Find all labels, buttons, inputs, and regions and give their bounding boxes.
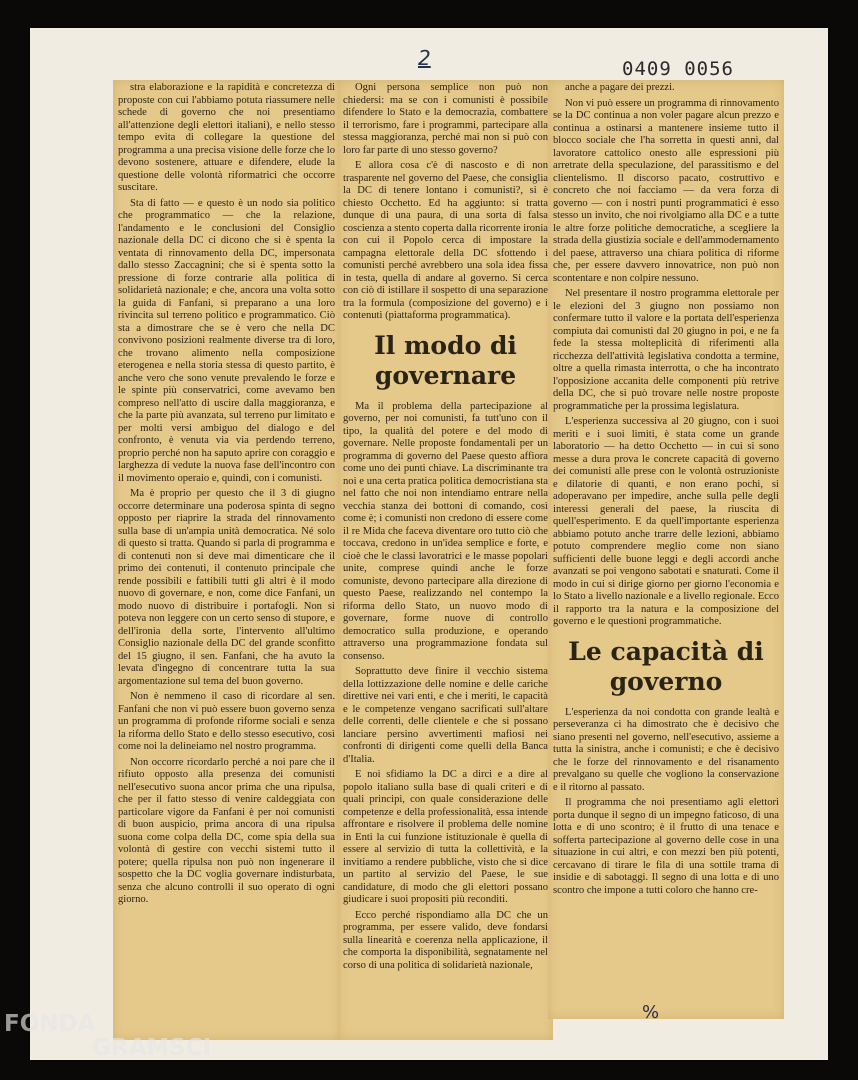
watermark-logo	[4, 1012, 211, 1060]
paragraph: Soprattutto deve finire il vecchio sistema della lottizzazione delle nomine e delle cariche direttive nei vari enti, e che i meriti, le capacità e le competenze vengano sacrificati sull'altare delle correnti, delle clientele e che si possano lanciare persino avvertimenti mafiosi nei confronti di dirigenti come quelli della Banca d'Italia.	[343, 666, 548, 765]
paragraph: Ma il problema della partecipazione al governo, per noi comunisti, fa tutt'uno con il tipo, la qualità del potere e del modo di governare. Nelle proposte fondamentali per un programma di governo del Paese questo affiora come uno dei punti chiave. La discriminante tra noi e una certa pratica politica democristiana sta nel fatto che noi non intendiamo entrare nella vecchia stanza dei bottoni di comando, così come è; i comunisti non credono di essere come il re Mida che faceva diventare oro tutto ciò che toccava, credono in un'idea semplice e forte, e cioè che le classi lavoratrici e le masse popolari unite, comprese quindi anche le forze comuniste, devono partecipare alla direzione di questo Paese, realizzando nel contempo la riforma dello Stato, un nuovo modo di governare, forme nuove di controllo democratico sulla produzione, e operando attraverso una programmazione fondata sul consenso.	[343, 400, 548, 662]
paragraph: Ogni persona semplice non può non chiedersi: ma se con i comunisti è possibile difendere lo Stato e la democrazia, combattere il terrorismo, fare i programmi, partecipare alla stessa maggioranza, perché mai non si può con loro far parte di uno stesso governo?	[343, 82, 548, 156]
paragraph: Non è nemmeno il caso di ricordare al sen. Fanfani che non vi può essere buon governo senza un programma di profonde riforme sociali e senza la riforma dello Stato e dello stesso esecutivo, così come noi la delineiamo nel nostro programma.	[118, 691, 335, 752]
article-column-3	[548, 80, 784, 1019]
section-headline: Il modo di governare	[374, 330, 517, 390]
article-column-1	[113, 80, 340, 1040]
section-headline: Le capacità di governo	[568, 636, 764, 696]
watermark-line-2: GRAMSCI	[92, 1035, 212, 1061]
handwritten-page-number: 2	[418, 46, 431, 70]
handwritten-mark: %	[642, 1002, 660, 1023]
paragraph: Il programma che noi presentiamo agli elettori porta dunque il segno di un impegno faticoso, di una lotta e di uno scontro; è il frutto di una tenace e sofferta partecipazione al governo delle cose in una situazione in cui altri, e con mezzi ben più potenti, cercavano di tirare le fila di una sottile trama di insidie e di sabotaggi. Il segno di una lotta e di uno scontro che impone a tutti coloro che hanno cre-	[553, 797, 779, 896]
paragraph: Non occorre ricordarlo perché a noi pare che il rifiuto opposto alla presenza dei comunisti nell'esecutivo suona ancor prima che una ripulsa, che per il fatto stesso di venire caldeggiata con particolare vigore da Fanfani è per noi comunisti di buon auspicio, prima ancora di una ripulsa suona come colpa della DC, come spia della sua volontà di gestire con vecchi sistemi tutto il potere; quella ripulsa non può non ingenerare il sospetto che la DC voglia governare indisturbata, senza che alcuno controlli il suo operato di ogni giorno.	[118, 756, 335, 905]
paragraph: Nel presentare il nostro programma elettorale per le elezioni del 3 giugno non possiamo non confermare tutto il valore e la portata dell'esperienza compiuta dai comunisti dal 20 giugno in poi, e ne fa fede la stessa molteplicità di riferimenti alla ricchezza dell'attività legislativa condotta a termine, oltre a quella rimasta interrotta, o che ha incontrato l'opposizione accanita delle componenti più retrive della DC, che si può trovare nelle nostre proposte programmatiche per la prossima legislatura.	[553, 288, 779, 412]
paragraph: Ecco perché rispondiamo alla DC che un programma, per essere valido, deve fondarsi sulla linearità e coerenza nella applicazione, il che comporta la disponibilità, segnatamente nel corso di una politica di solidarietà nazionale,	[343, 909, 548, 971]
article-column-2	[338, 80, 553, 1040]
paragraph: E noi sfidiamo la DC a dirci e a dire al popolo italiano sulla base di quali criteri e di quali principi, con quale considerazione delle competenze e della professionalità, essa intende affrontare e risolvere il problema delle nomine in Enti la cui funzione istituzionale è quella di essere al servizio di tutta la collettività, e la invitiamo a rendere pubbliche, visto che si dice un partito al servizio del Paese, le sue candidature, di modo che gli elettori possano giudicare i suoi propositi più reconditi.	[343, 769, 548, 905]
paragraph: stra elaborazione e la rapidità e concretezza di proposte con cui l'abbiamo potuta riassumere nelle schede di governo che noi presentiamo all'attenzione degli elettori italiani), e nello stesso tempo evita di collegare la questione del programma a una precisa visione delle forze che lo devono sostenere, attuare e difendere, elude la questione delle volontà riformatrici che occorre suscitare.	[118, 82, 335, 193]
paragraph: Sta di fatto — e questo è un nodo sia politico che programmatico — che la relazione, l'andamento e le conclusioni del Consiglio nazionale della DC ci dicono che si è spenta la ventata di rinnovamento della DC, impersonata dallo stesso Zaccagnini; che si è spenta sotto la pressione di forze contrarie alla politica di solidarietà nazionale; e che, ancora una volta sotto la guida di Fanfani, si preparano a una loro rivincita sul terreno politico e programmatico. Ciò sta a dimostrare che se è vero che nella DC convivono posizioni realmente diverse tra di loro, che trovano alimento nella composizione eterogenea e nella storia stessa di questo partito, è anche vero che sono venute prevalendo le forze e le spinte più conservatrici, come avevamo ben compreso nell'atto di uscire dalla maggioranza, e che la parte più avanzata, sul terreno pur limitato e per molti versi ambiguo del dialogo e del confronto, è venuta via via perdendo terreno, proprio perché non ha saputo aprire con coraggio e larghezza di vedute la nuova fase dell'incontro con il movimento operaio e, quindi, con i comunisti.	[118, 197, 335, 484]
paragraph: L'esperienza da noi condotta con grande lealtà e perseveranza ci ha dimostrato che è decisivo che siano presenti nel governo, nell'esecutivo, assieme a tutta la sinistra, anche i comunisti; e che è decisivo che le forze del rinnovamento e del risanamento prevalgano su quelle che vogliono la conservazione e il ritorno al passato.	[553, 706, 779, 793]
paragraph: Non vi può essere un programma di rinnovamento se la DC continua a non voler pagare alcun prezzo e continua a ostinarsi a mantenere insieme tutto il blocco sociale che l'ha sorretta in questi anni, dal lavoratore cattolico onesto alle espressioni più arretrate della speculazione, del parassitismo e del clientelismo. Il discorso pacato, costruttivo e concreto che noi facciamo — da vera forza di governo — con i nostri punti programmatici è esso stesso un invito, che noi rivolgiamo alla DC e a tutte le altre forze politiche democratiche, a scegliere la strada della giustizia sociale e dell'ammodernamento del paese, attraverso una chiara politica di riforme che, per essere davvero innovatrice, non può non scontentare e non colpire nessuno.	[553, 97, 779, 284]
paragraph: anche a pagare dei prezzi.	[565, 82, 675, 93]
paragraph: L'esperienza successiva al 20 giugno, con i suoi meriti e i suoi limiti, è stata come un grande laboratorio — ha detto Occhetto — in cui si sono messe a dura prova le concrete capacità di governo dei comunisti alle prese con le volontà ostruzioniste e dilatorie di quanti, e non erano pochi, si adoperavano per impedire, anche sulla pelle degli interessi generali del paese, la riuscita di quell'esperimento. E da quell'importante esperienza abbiamo potuto anche trarre delle lezioni, abbiamo potuto comprendere meglio come non siano sufficienti delle buone leggi e degli accordi anche avanzati se poi vengono sabotati e snaturati. Come il modo in cui si dirige giorno per giorno l'economia e lo Stato a livello nazionale e a livello regionale. Ecco il rapporto tra la natura e la composizione del governo e le questioni programmatiche.	[553, 416, 779, 627]
watermark-line-1: FONDA	[4, 1011, 96, 1037]
paragraph: E allora cosa c'è di nascosto e di non trasparente nel governo del Paese, che consiglia la DC di tenere lontano i comunisti?, si è chiesto Occhetto. Ed ha aggiunto: si tratta dunque di una paura, di una sorta di falsa coscienza a stento coperta dalla ricorrente ironia con cui il Popolo cerca di impostare la campagna elettorale della DC sfottendo i comunisti perché avrebbero una sola idea fissa in testa, quella di andare al governo. Si cerca con ciò di istillare il sospetto di una separazione tra la formula (composizione del governo) e i contenuti (piattaforma programmatica).	[343, 160, 548, 321]
archive-stamp: 0409 0056	[622, 58, 734, 80]
paragraph: Ma è proprio per questo che il 3 di giugno occorre determinare una poderosa spinta di segno opposto per riaprire la strada del rinnovamento sulla base di un'ampia unità democratica. Né solo di questo si tratta. Quando si parla di programma e di contenuti non si deve mai dimenticare che il primo dei contenuti, il contenuto principale che rende possibili e fattibili tutti gli altri è il modo nuovo di governare, e non, come dice Fanfani, un modo nuovo di distribuire i portafogli. Non si poteva non leggere con un certo senso di stupore, e dell'ironia della sorte, l'intervento all'ultimo Consiglio nazionale della DC del grande sconfitto del 15 giugno, il sen. Fanfani, che ha avuto la levata d'ingegno di concentrare tutta la sua argomentazione sul tema del buon governo.	[118, 488, 335, 687]
